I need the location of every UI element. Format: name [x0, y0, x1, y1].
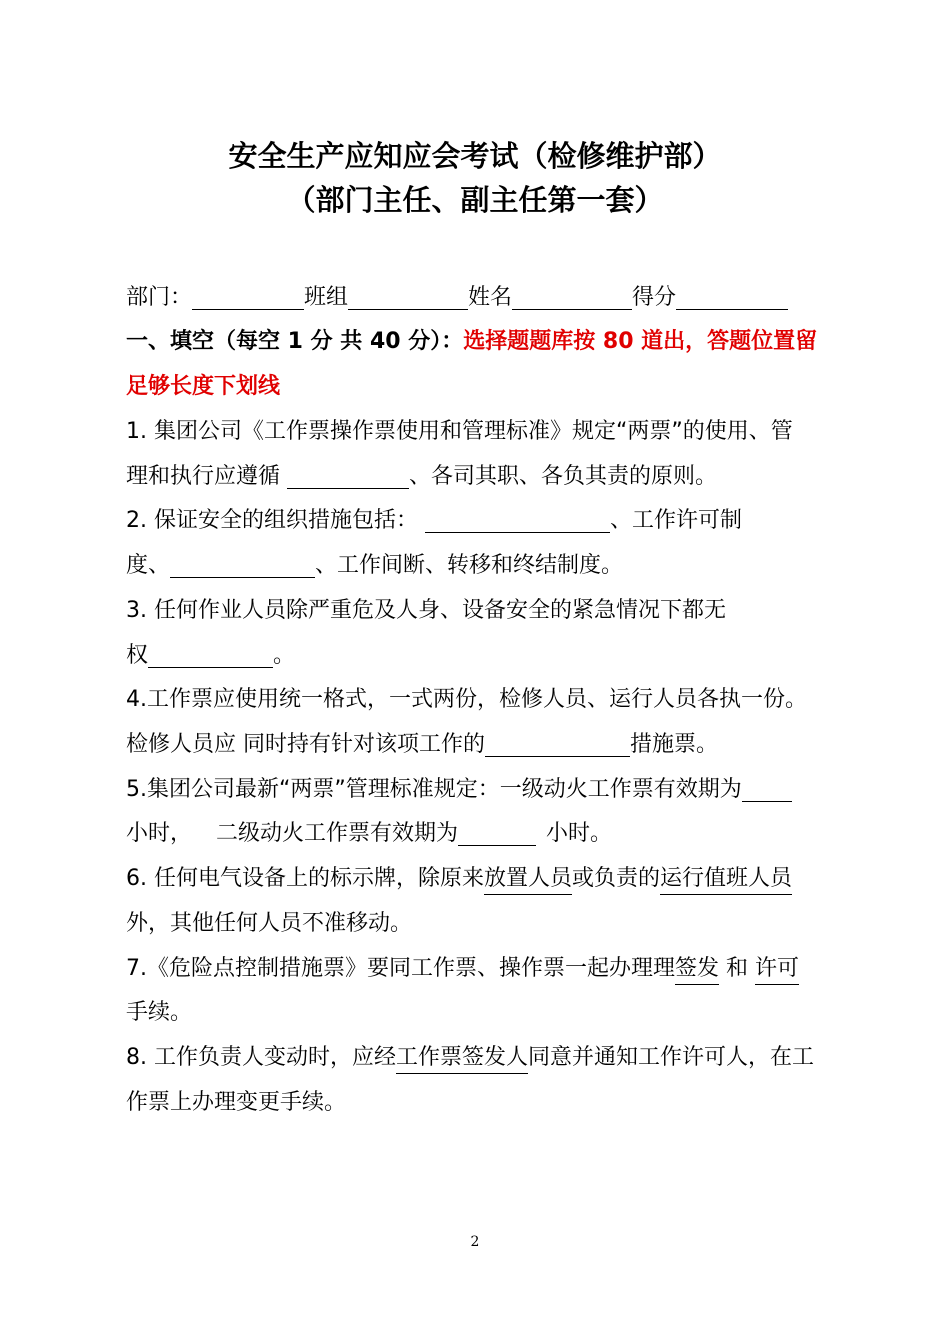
question-4-line1 [126, 684, 807, 716]
name-field[interactable] [512, 285, 632, 310]
answer-filled-8: 工作票签发人 [396, 1045, 528, 1074]
question-3-text-cont: 权 [126, 643, 149, 668]
section-note-row [126, 371, 280, 403]
question-6-text: 6. 任何电气设备上的标示牌，除原来 [126, 866, 484, 891]
question-2-line1 [126, 505, 742, 537]
section-heading-row [126, 326, 817, 358]
question-1-text-end: 、各司其职、各负其责的原则。 [409, 464, 718, 489]
answer-filled-6a: 放置人员 [484, 866, 572, 895]
question-5-text-end: 小时。 [546, 821, 613, 846]
question-5-line1 [126, 774, 792, 806]
info-row [126, 282, 788, 314]
question-2-text-mid: 、工作许可制 [609, 508, 742, 533]
answer-blank-5a[interactable] [742, 777, 792, 802]
question-8-line1 [126, 1042, 814, 1074]
question-2-text-cont: 度、 [126, 553, 171, 578]
question-3-line2 [126, 640, 295, 672]
answer-blank-2a[interactable] [425, 508, 610, 533]
question-1-text: 1. 集团公司《工作票操作票使用和管理标准》规定“两票”的使用、管 [126, 419, 793, 444]
question-7-line1 [126, 953, 799, 985]
question-4-text-cont: 检修人员应 同时持有针对该项工作的 [126, 732, 485, 757]
question-8-text-end: 作票上办理变更手续。 [126, 1090, 347, 1115]
score-label: 得分 [632, 285, 677, 310]
question-7-text-mid: 和 [719, 956, 756, 981]
question-4-text: 4.工作票应使用统一格式，一式两份，检修人员、运行人员各执一份。 [126, 687, 807, 712]
question-8-line2 [126, 1087, 346, 1119]
question-2-line2 [126, 550, 623, 582]
section-note: 选择题题库按 80 道出，答题位置留 [463, 329, 818, 354]
question-2-text: 2. 保证安全的组织措施包括： [126, 508, 418, 533]
question-5-text-mid: 二级动火工作票有效期为 [216, 821, 459, 846]
team-label: 班组 [304, 285, 349, 310]
question-7-line2 [126, 997, 192, 1029]
question-3-text: 3. 任何作业人员除严重危及人身、设备安全的紧急情况下都无 [126, 598, 726, 623]
question-1-line1 [126, 416, 793, 448]
question-3-text-end: 。 [273, 643, 296, 668]
question-1-line2 [126, 461, 717, 493]
dept-field[interactable] [192, 285, 304, 310]
question-6-line2 [126, 908, 412, 940]
question-3-line1 [126, 595, 726, 627]
page-subtitle: （部门主任、副主任第一套） [286, 183, 664, 217]
question-7-text: 7.《危险点控制措施票》要同工作票、操作票一起办理理 [126, 956, 675, 981]
question-6-text-end: 外，其他任何人员不准移动。 [126, 911, 413, 936]
answer-blank-4[interactable] [485, 732, 630, 757]
question-6-line1 [126, 863, 792, 895]
question-5-text: 5.集团公司最新“两票”管理标准规定：一级动火工作票有效期为 [126, 777, 742, 802]
section-heading: 一、填空（每空 1 分 共 40 分）： [126, 329, 464, 354]
question-4-text-end: 措施票。 [630, 732, 719, 757]
score-field[interactable] [676, 285, 788, 310]
answer-filled-6b: 运行值班人员 [660, 866, 792, 895]
question-5-text-cont: 小时， [126, 821, 193, 846]
question-4-line2 [126, 729, 718, 761]
answer-blank-3[interactable] [148, 643, 273, 668]
section-note-cont: 足够长度下划线 [126, 374, 281, 399]
page-title: 安全生产应知应会考试（检修维护部） [228, 139, 722, 173]
page-number: 2 [470, 1234, 480, 1250]
question-8-text-mid: 同意并通知工作许可人，在工 [528, 1045, 815, 1070]
question-2-text-end: 、工作间断、转移和终结制度。 [315, 553, 624, 578]
answer-blank-5b[interactable] [458, 821, 536, 846]
answer-blank-1[interactable] [287, 464, 409, 489]
question-8-text: 8. 工作负责人变动时，应经 [126, 1045, 396, 1070]
question-1-text-cont: 理和执行应遵循 [126, 464, 281, 489]
question-6-text-mid: 或负责的 [572, 866, 661, 891]
question-5-line2 [126, 818, 612, 850]
team-field[interactable] [348, 285, 468, 310]
dept-label: 部门： [126, 285, 193, 310]
question-7-text-end: 手续。 [126, 1000, 193, 1025]
answer-blank-2b[interactable] [170, 553, 315, 578]
name-label: 姓名 [468, 285, 513, 310]
answer-filled-7b: 许可 [755, 956, 799, 985]
answer-filled-7a: 签发 [675, 956, 719, 985]
